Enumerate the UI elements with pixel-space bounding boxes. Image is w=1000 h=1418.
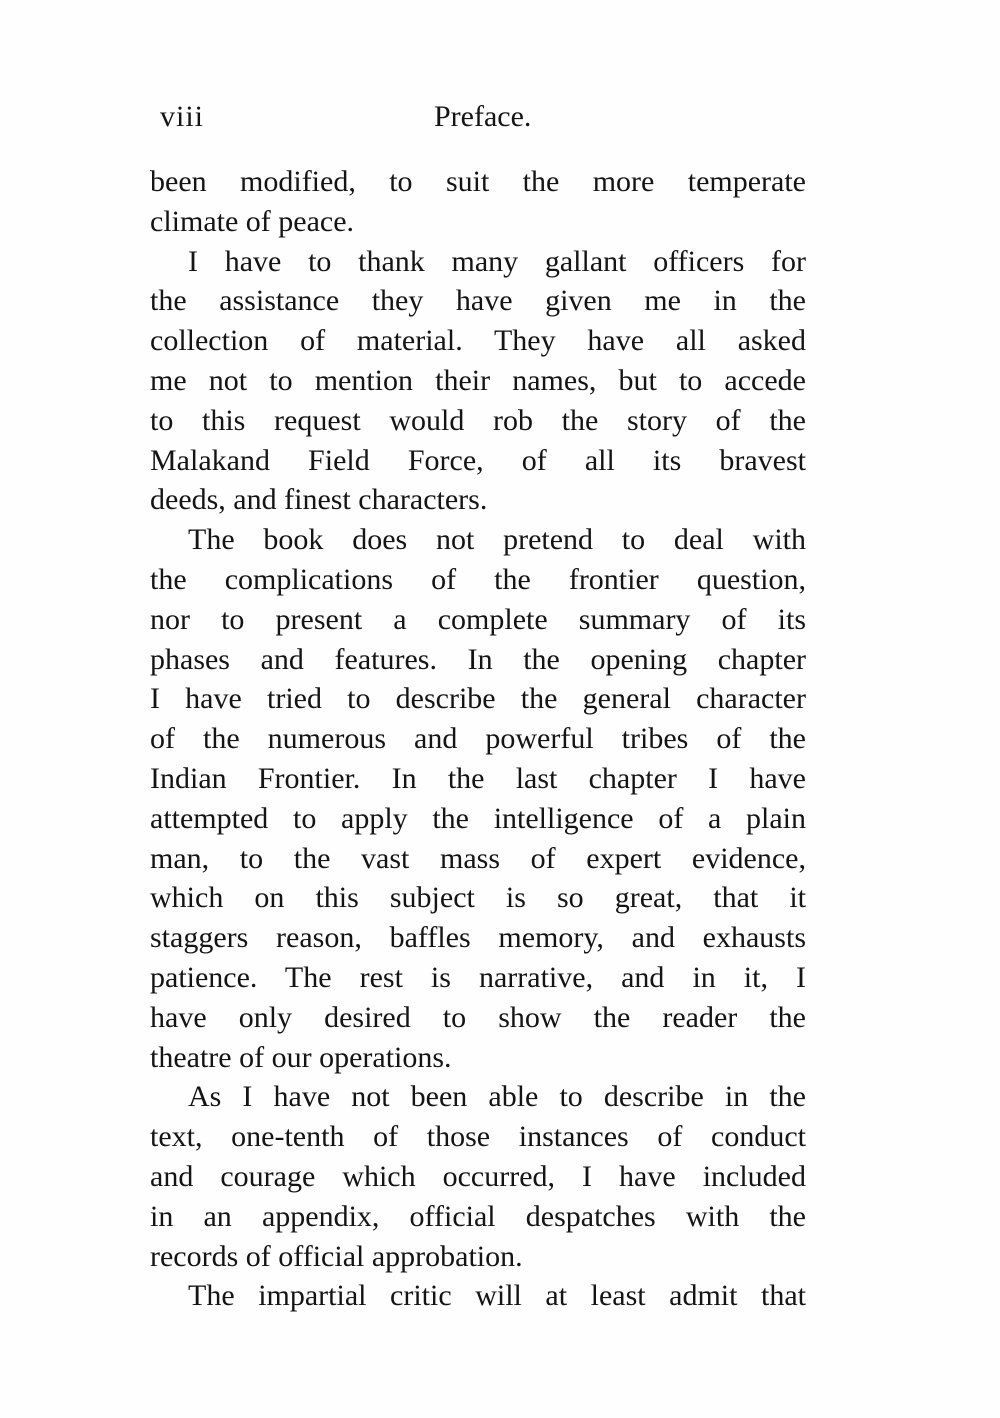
text-line: Malakand Field Force, of all its bravest bbox=[150, 443, 806, 477]
text-line: which on this subject is so great, that it bbox=[150, 881, 806, 915]
text-line: As I have not been able to describe in the bbox=[188, 1080, 806, 1114]
text-line: collection of material. They have all asked bbox=[150, 324, 806, 358]
text-line: been modified, to suit the more temperate bbox=[150, 165, 806, 198]
running-title: Preface. bbox=[434, 100, 532, 133]
text-line: man, to the vast mass of expert evidence, bbox=[150, 841, 806, 875]
text-line: patience. The rest is narrative, and in it, I bbox=[150, 960, 806, 994]
text-line: The impartial critic will at least admit that bbox=[188, 1279, 806, 1313]
text-line: records of official approbation. bbox=[150, 1239, 523, 1273]
page-header bbox=[160, 100, 810, 140]
text-line: to this request would rob the story of the bbox=[150, 403, 806, 437]
text-line: The book does not pretend to deal with bbox=[188, 523, 806, 557]
body-text bbox=[150, 162, 806, 1316]
page-number: viii bbox=[160, 100, 205, 133]
text-line: Indian Frontier. In the last chapter I have bbox=[150, 761, 806, 795]
text-line: the complications of the frontier question, bbox=[150, 562, 806, 596]
text-line: of the numerous and powerful tribes of the bbox=[150, 722, 806, 756]
text-line: climate of peace. bbox=[150, 204, 355, 238]
text-line: attempted to apply the intelligence of a plain bbox=[150, 801, 806, 835]
text-line: phases and features. In the opening chapter bbox=[150, 642, 806, 676]
text-line: staggers reason, baffles memory, and exhausts bbox=[150, 921, 806, 955]
text-line: I have tried to describe the general character bbox=[150, 682, 806, 716]
text-line: me not to mention their names, but to accede bbox=[150, 363, 806, 397]
text-line: nor to present a complete summary of its bbox=[150, 602, 806, 636]
text-line: deeds, and finest characters. bbox=[150, 483, 488, 517]
text-line: text, one-tenth of those instances of conduct bbox=[150, 1120, 806, 1154]
text-line: and courage which occurred, I have included bbox=[150, 1159, 806, 1193]
text-line: theatre of our operations. bbox=[150, 1040, 452, 1074]
text-line: I have to thank many gallant officers for bbox=[188, 244, 806, 278]
text-line: in an appendix, official despatches with the bbox=[150, 1199, 806, 1233]
text-line: the assistance they have given me in the bbox=[150, 284, 806, 318]
text-line: have only desired to show the reader the bbox=[150, 1000, 806, 1034]
